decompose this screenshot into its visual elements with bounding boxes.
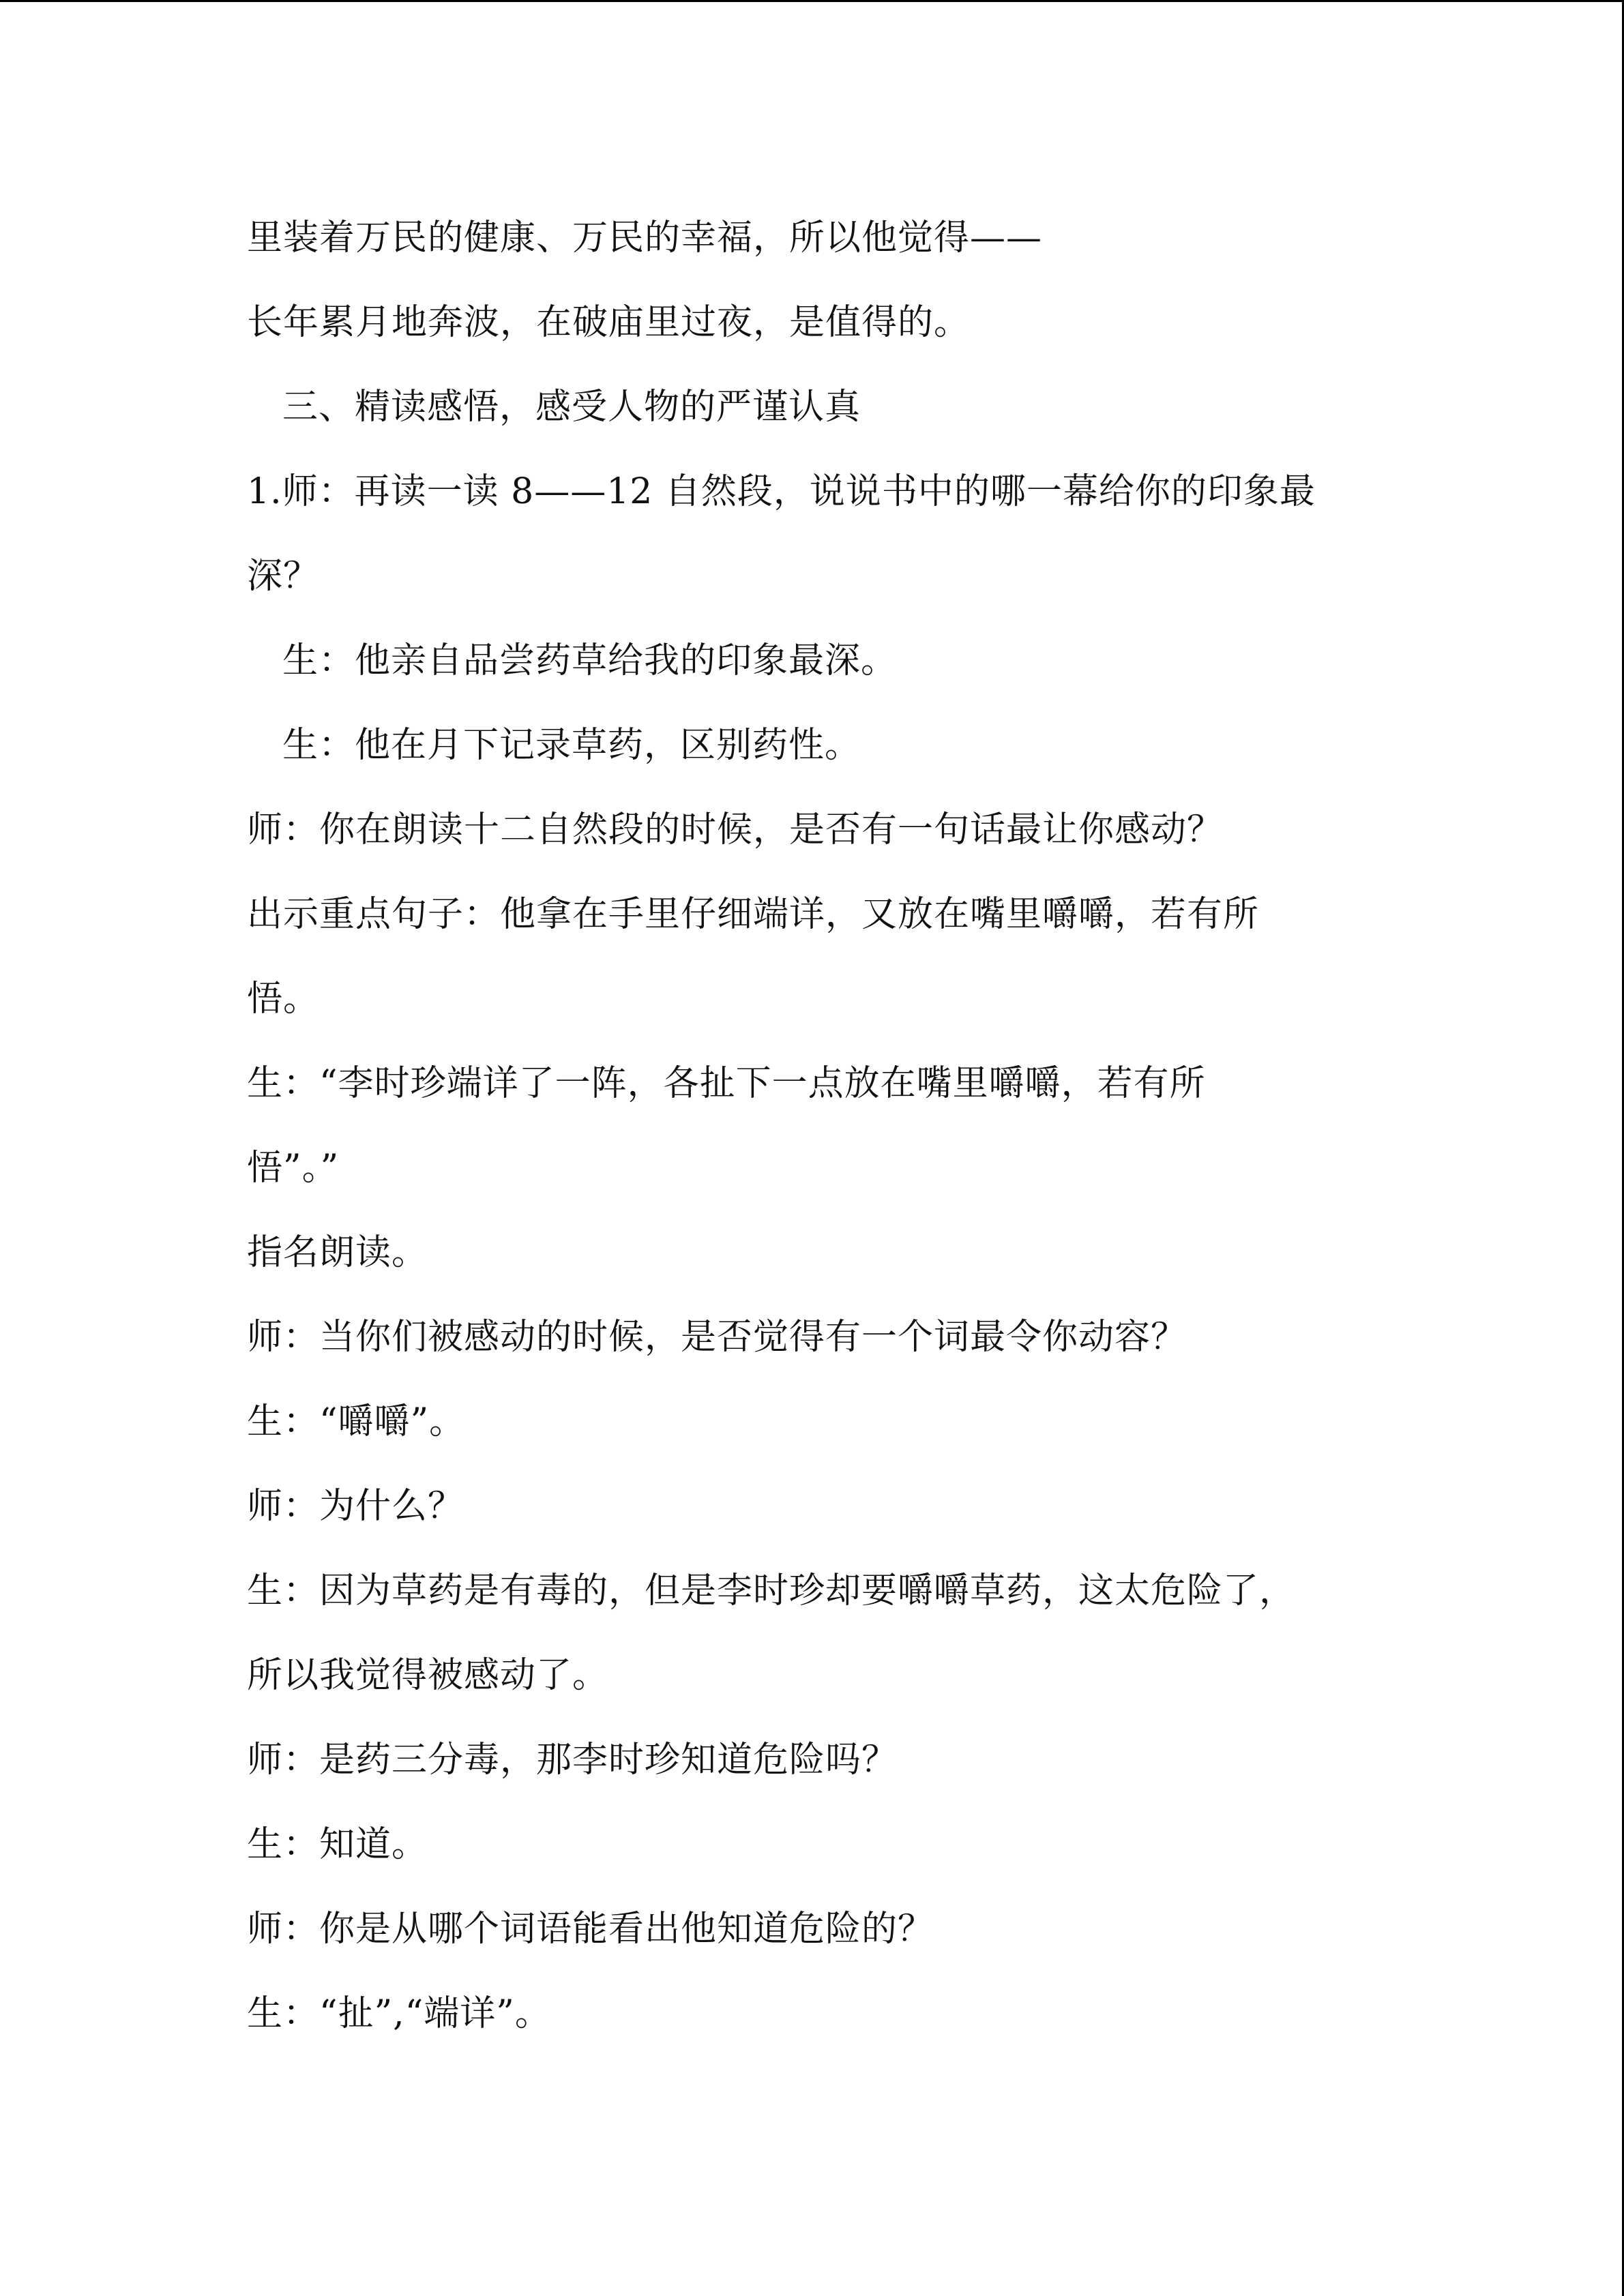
text-line: 师：你是从哪个词语能看出他知道危险的？ bbox=[247, 1909, 934, 1950]
document-body bbox=[247, 196, 1447, 2056]
text-line: 师：是药三分毒，那李时珍知道危险吗？ bbox=[247, 1740, 898, 1780]
section-heading: 三、精读感悟，感受人物的严谨认真 bbox=[282, 387, 861, 428]
text-line: 生：“李时珍端详了一阵，各扯下一点放在嘴里嚼嚼，若有所 bbox=[247, 1063, 1206, 1104]
text-line: 师：为什么？ bbox=[247, 1486, 464, 1527]
text-line: 出示重点句子：他拿在手里仔细端详，又放在嘴里嚼嚼，若有所 bbox=[247, 894, 1260, 935]
text-line: 深？ bbox=[247, 556, 320, 597]
text-line: 生：知道。 bbox=[247, 1824, 428, 1865]
text-line: 生：他亲自品尝药草给我的印象最深。 bbox=[282, 640, 898, 681]
text-line: 悟”。” bbox=[247, 1148, 340, 1189]
text-line: 1.师：再读一读 8——12 自然段，说说书中的哪一幕给你的印象最 bbox=[247, 471, 1316, 512]
text-line: 长年累月地奔波，在破庙里过夜，是值得的。 bbox=[247, 302, 971, 343]
text-line: 生：“扯”,“端详”。 bbox=[247, 1993, 551, 2034]
text-line: 生：因为草药是有毒的，但是李时珍却要嚼嚼草药，这太危险了， bbox=[247, 1570, 1296, 1611]
text-line: 所以我觉得被感动了。 bbox=[247, 1655, 609, 1696]
text-line: 悟。 bbox=[247, 979, 320, 1019]
text-line: 里装着万民的健康、万民的幸福，所以他觉得—— bbox=[247, 218, 1043, 258]
text-line: 生：他在月下记录草药，区别药性。 bbox=[282, 725, 861, 766]
text-line: 师：当你们被感动的时候，是否觉得有一个词最令你动容？ bbox=[247, 1317, 1187, 1358]
text-line: 师：你在朗读十二自然段的时候，是否有一句话最让你感动？ bbox=[247, 809, 1224, 850]
text-line: 指名朗读。 bbox=[247, 1232, 428, 1273]
text-line: 生：“嚼嚼”。 bbox=[247, 1401, 466, 1442]
